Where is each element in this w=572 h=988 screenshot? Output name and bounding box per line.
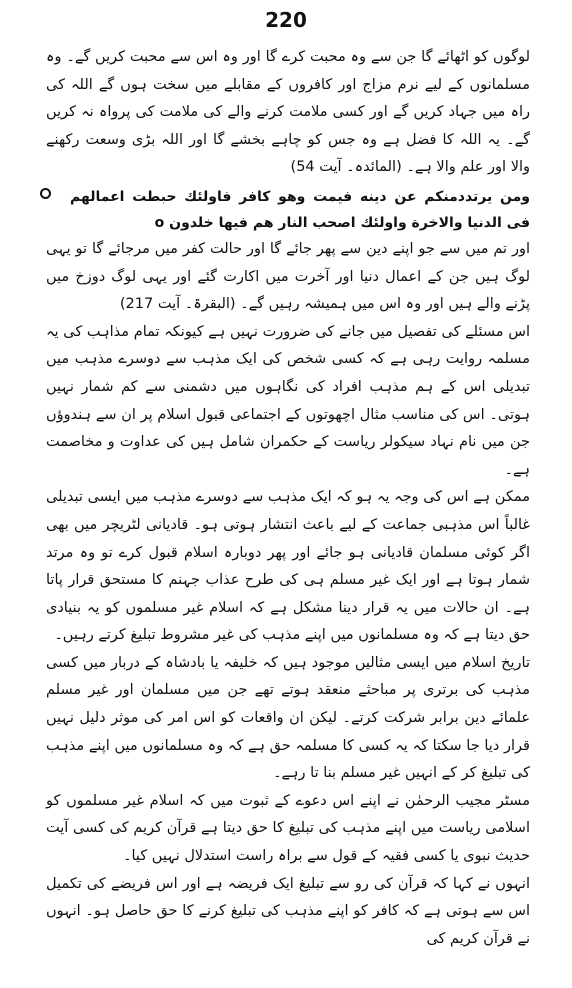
- paragraph: اور تم میں سے جو اپنے دین سے پھر جائے گا اور حالت کفر میں مرجائے گا تو یہی لوگ ہیں جن کے اعمال دنیا اور آخرت میں اکارت گئے اور یہی لوگ دوزخ میں پڑنے والے ہیں اور وہ اس میں ہمیشہ رہیں گے۔ (البقرۃ۔ آیت 217): [46, 240, 530, 313]
- page-number: 220: [265, 8, 307, 32]
- quran-verse-text: ومن يرتددمنكم عن دينه فيمت وهو كافر فاولئك حبطت اعمالهم فى الدنيا والاخرة واولئك اصحب النار هم فيها خلدون o: [70, 188, 530, 231]
- paragraph: ممکن ہے اس کی وجہ یہ ہو کہ ایک مذہب سے دوسرے مذہب میں ایسی تبدیلی غالباً اس مذہبی جماعت کے لیے باعث انتشار ہوتی ہو۔ قادیانی لٹریچر میں بھی اگر کوئی مسلمان قادیانی ہو جائے اور پھر دوبارہ اسلام قبول کرے تو وہ مرتد شمار ہوتا ہے اور ایک غیر مسلم ہی کی طرح عذاب جہنم کا مستحق قرار پاتا ہے۔ ان حالات میں یہ قرار دینا مشکل ہے کہ اسلام غیر مسلموں کو یہ بنیادی حق دیتا ہے کہ وہ مسلمانوں میں اپنے مذہب کی غیر مشروط تبلیغ کرتے رہیں۔: [46, 489, 530, 644]
- paragraph: اس مسئلے کی تفصیل میں جانے کی ضرورت نہیں ہے کیونکہ تمام مذاہب کی یہ مسلمہ روایت رہی ہے کہ کسی شخص کی ایک مذہب سے دوسرے مذہب میں تبدیلی اس کے ہم مذہب افراد کی نگاہوں میں دشمنی سے کم شمار نہیں ہوتی۔ اس کی مناسب مثال اچھوتوں کے اجتماعی قبول اسلام پر ان سے ہندوؤں جن میں نام نہاد سیکولر ریاست کے حکمران شامل ہیں کی عداوت و مخاصمت ہے۔: [46, 323, 530, 478]
- quran-verse: [46, 184, 530, 236]
- paragraph: لوگوں کو اٹھائے گا جن سے وہ محبت کرے گا اور وہ اس سے محبت کریں گے۔ وہ مسلمانوں کے لیے نرم مزاج اور کافروں کے مقابلے میں سخت ہوں گے اللہ کی راہ میں جہاد کریں گے اور کسی ملامت کرنے والے کی ملامت کی پرواہ نہ کریں گے۔ یہ اللہ کا فضل ہے وہ جس کو چاہے بخشے گا اور اللہ بڑی وسعت رکھنے والا اور علم والا ہے۔ (المائدہ۔ آیت 54): [46, 49, 530, 176]
- paragraph: تاریخ اسلام میں ایسی مثالیں موجود ہیں کہ خلیفہ یا بادشاہ کے دربار میں کسی مذہب کی برتری پر مباحثے منعقد ہوتے تھے جن میں مسلمان اور غیر مسلم علمائے دین برابر شرکت کرتے۔ لیکن ان واقعات کو اس امر کی موثر دلیل نہیں قرار دیا جا سکتا کہ یہ کسی کا مسلمہ حق ہے کہ وہ مسلمانوں میں اپنے مذہب کی تبلیغ کر کے انہیں غیر مسلم بنا تا رہے۔: [46, 654, 530, 782]
- page-content: [46, 44, 530, 953]
- bullet-circle-icon: [40, 188, 51, 199]
- paragraph: مسٹر مجیب الرحمٰن نے اپنے اس دعوے کے ثبوت میں کہ اسلام غیر مسلموں کو اسلامی ریاست میں اپنے مذہب کی تبلیغ کا حق دیتا ہے قرآن کریم کی کسی آیت حدیث نبوی یا کسی فقیہ کے قول سے براہ راست استدلال نہیں کیا۔: [46, 792, 530, 865]
- paragraph: انہوں نے کہا کہ قرآن کی رو سے تبلیغ ایک فریضہ ہے اور اس فریضے کی تکمیل اس سے ہوتی ہے کہ کافر کو اپنے مذہب کی تبلیغ کرنے کا حق حاصل ہو۔ انہوں نے قرآن کریم کی: [46, 875, 530, 947]
